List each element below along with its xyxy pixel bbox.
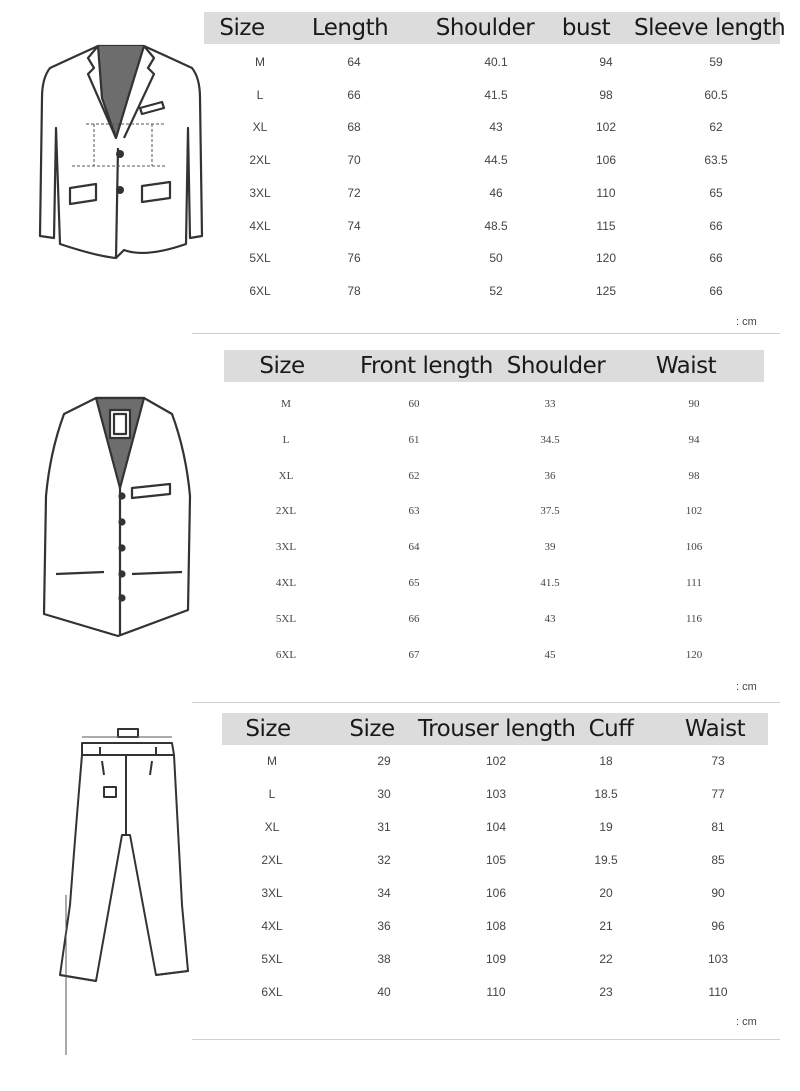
table-cell: 90 (711, 886, 725, 900)
table-cell: 120 (595, 251, 617, 266)
table-cell: 5XL (249, 251, 271, 266)
header-length: Length (311, 15, 389, 41)
table-cell: 74 (347, 218, 361, 233)
table-cell: 63 (408, 505, 420, 518)
table-cell: 66 (408, 612, 420, 625)
table-cell: 44.5 (484, 153, 508, 168)
table-cell: 110 (708, 985, 728, 999)
vest-size-table (224, 350, 764, 660)
trousers-illustration (52, 725, 202, 1065)
table-cell: L (268, 787, 276, 801)
table-row (222, 850, 768, 870)
table-row (222, 751, 768, 771)
table-cell: 6XL (261, 985, 283, 999)
table-cell: 98 (599, 87, 613, 102)
table-cell: 102 (595, 120, 617, 135)
table-cell: 43 (489, 120, 503, 135)
header-shoulder: Shoulder (435, 15, 535, 41)
table-row (224, 466, 764, 486)
table-cell: 66 (709, 251, 723, 266)
table-cell: 106 (595, 153, 617, 168)
table-cell: 106 (485, 886, 507, 900)
table-cell: 94 (599, 55, 613, 69)
table-cell: 18 (599, 754, 613, 768)
table-row (224, 430, 764, 450)
table-cell: 4XL (261, 919, 283, 933)
table-cell: 40 (377, 985, 391, 999)
table-row (204, 183, 780, 203)
table-row (222, 784, 768, 804)
jacket-size-table (204, 12, 786, 312)
table-row (224, 537, 764, 557)
header-size: Size (259, 353, 305, 379)
table-cell: 102 (485, 754, 507, 768)
trousers-size-table (222, 713, 768, 1013)
table-cell: M (255, 55, 265, 69)
table-cell: 76 (347, 251, 361, 266)
table-cell: 32 (377, 853, 391, 867)
unit-label: : cm (736, 1016, 757, 1028)
header-shoulder: Shoulder (506, 353, 606, 379)
header-bust: bust (561, 15, 611, 41)
table-row (224, 501, 764, 521)
table-cell: 64 (347, 55, 361, 69)
trousers-section (0, 705, 800, 1091)
table-cell: 19 (599, 820, 613, 834)
table-cell: 66 (709, 218, 723, 233)
table-cell: 77 (711, 787, 725, 801)
table-cell: XL (252, 120, 268, 135)
header-size-2: Size (349, 716, 395, 742)
table-cell: 109 (485, 952, 507, 966)
table-cell: 41.5 (484, 87, 508, 102)
table-cell: 98 (688, 469, 700, 482)
table-row (222, 949, 768, 969)
table-cell: 21 (599, 919, 613, 933)
table-row (204, 117, 780, 137)
table-cell: 37.5 (540, 505, 560, 518)
table-cell: 18.5 (594, 787, 618, 801)
table-cell: 90 (688, 398, 700, 410)
vest-section (0, 340, 800, 705)
table-cell: 102 (685, 505, 703, 518)
table-cell: 36 (377, 919, 391, 933)
header-size: Size (245, 716, 291, 742)
table-cell: 45 (544, 648, 556, 661)
table-cell: 52 (489, 283, 503, 298)
jacket-section (0, 0, 800, 340)
table-cell: 66 (709, 283, 723, 298)
table-cell: 73 (711, 754, 725, 768)
table-cell: 108 (485, 919, 507, 933)
table-cell: 61 (408, 433, 420, 446)
table-cell: 36 (544, 469, 556, 482)
table-cell: 4XL (275, 577, 297, 589)
header-waist: Waist (655, 353, 717, 379)
table-cell: 39 (544, 541, 556, 554)
table-row (204, 85, 780, 105)
table-cell: 38 (377, 952, 391, 966)
table-cell: 70 (347, 153, 361, 168)
header-waist: Waist (684, 716, 746, 742)
section-divider (192, 333, 780, 334)
table-row (222, 916, 768, 936)
table-cell: 5XL (275, 612, 297, 625)
table-cell: 94 (688, 433, 700, 446)
table-row (224, 645, 764, 665)
table-cell: M (281, 398, 291, 410)
table-cell: 34 (377, 886, 391, 900)
table-row (224, 394, 764, 414)
table-cell: 62 (709, 120, 723, 135)
table-cell: 110 (486, 985, 506, 999)
table-cell: XL (278, 469, 294, 482)
jacket-illustration (36, 38, 206, 268)
table-cell: 19.5 (594, 853, 618, 867)
table-cell: 23 (599, 985, 613, 999)
table-cell: L (282, 433, 290, 446)
table-cell: 3XL (275, 541, 297, 554)
table-cell: 29 (377, 754, 391, 768)
table-cell: 81 (711, 820, 725, 834)
header-front-length: Front length (360, 353, 493, 379)
unit-label: : cm (736, 681, 757, 693)
table-cell: 62 (408, 469, 420, 482)
table-cell: 6XL (275, 648, 297, 661)
table-cell: 43 (544, 612, 556, 625)
table-cell: 3XL (249, 185, 271, 200)
table-cell: 2XL (261, 853, 283, 867)
table-cell: 34.5 (540, 433, 560, 446)
table-cell: 60 (408, 398, 420, 410)
table-cell: 64 (408, 541, 420, 554)
table-cell: 103 (707, 952, 729, 966)
table-row (204, 52, 780, 72)
section-divider (192, 702, 780, 703)
table-cell: 103 (485, 787, 507, 801)
table-cell: 20 (599, 886, 613, 900)
table-cell: 6XL (249, 283, 271, 298)
table-cell: 2XL (249, 153, 271, 168)
section-divider (192, 1039, 780, 1040)
table-cell: 104 (485, 820, 507, 834)
unit-label: : cm (736, 316, 757, 328)
header-cuff: Cuff (588, 716, 634, 742)
table-cell: 48.5 (484, 218, 508, 233)
table-row (224, 609, 764, 629)
table-cell: 72 (347, 185, 361, 200)
header-trouser-length: Trouser length (418, 716, 576, 742)
table-cell: 30 (377, 787, 391, 801)
table-cell: 116 (685, 612, 703, 625)
table-cell: 31 (377, 820, 391, 834)
table-cell: 41.5 (540, 577, 560, 589)
table-row (222, 883, 768, 903)
table-cell: 63.5 (704, 153, 728, 168)
table-cell: 78 (347, 283, 361, 298)
table-cell: 3XL (261, 886, 283, 900)
table-cell: 67 (408, 648, 420, 661)
table-cell: 115 (596, 218, 616, 233)
table-cell: 106 (685, 541, 703, 554)
table-cell: 125 (595, 283, 617, 298)
table-cell: 60.5 (704, 87, 728, 102)
header-sleeve-length: Sleeve length (634, 15, 786, 41)
table-cell: 65 (709, 185, 723, 200)
vest-illustration (40, 392, 200, 642)
table-row (204, 150, 780, 170)
table-cell: 85 (711, 853, 725, 867)
table-cell: 40.1 (484, 55, 508, 69)
table-row (222, 817, 768, 837)
table-cell: 111 (686, 577, 702, 589)
table-cell: 2XL (275, 505, 297, 518)
table-cell: 59 (709, 55, 723, 69)
table-cell: 5XL (261, 952, 283, 966)
table-cell: 65 (408, 577, 420, 589)
table-row (204, 281, 780, 301)
table-cell: 105 (485, 853, 507, 867)
table-cell: 4XL (249, 218, 271, 233)
table-cell: XL (264, 820, 280, 834)
table-cell: 66 (347, 87, 361, 102)
table-cell: 50 (489, 251, 503, 266)
table-cell: 46 (489, 185, 503, 200)
table-cell: M (267, 754, 277, 768)
table-row (204, 216, 780, 236)
table-cell: 22 (599, 952, 613, 966)
table-cell: L (256, 87, 264, 102)
header-size: Size (219, 15, 265, 41)
table-cell: 120 (685, 648, 703, 661)
table-cell: 33 (544, 398, 556, 410)
table-cell: 68 (347, 120, 361, 135)
table-row (224, 573, 764, 593)
table-cell: 96 (711, 919, 725, 933)
table-cell: 110 (596, 185, 616, 200)
table-row (222, 982, 768, 1002)
table-row (204, 248, 780, 268)
